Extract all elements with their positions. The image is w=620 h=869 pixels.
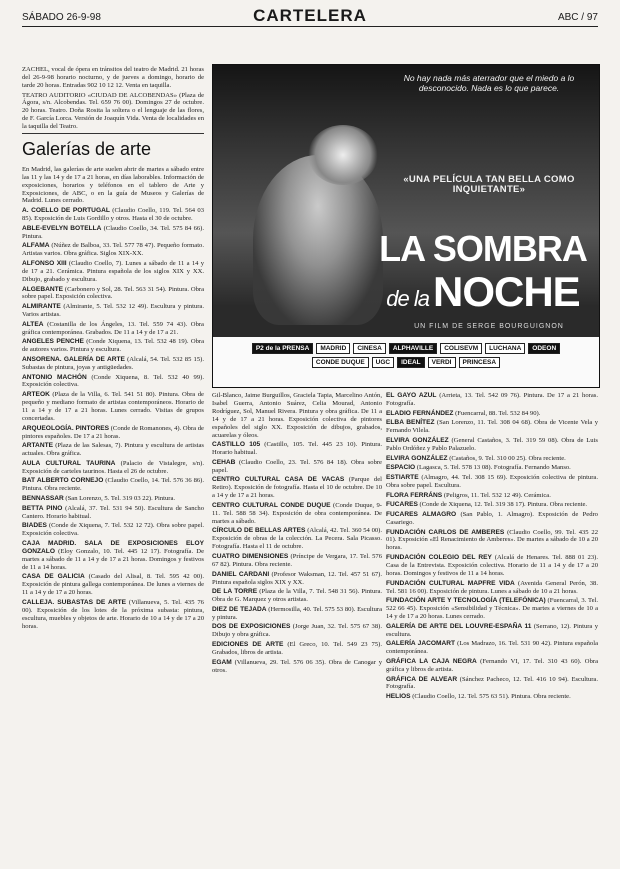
gallery-name: EGAM: [212, 658, 232, 666]
gallery-details: (Fuencarral, 88. Tel. 532 84 90).: [455, 409, 541, 417]
ad-title-line1: LA SOMBRA: [379, 228, 587, 269]
gallery-details: (Lagasca, 5. Tel. 578 13 08). Fotografía. Fernando Manso.: [416, 464, 571, 472]
gallery-details: (Plaza de la Villa, 6. Tel. 541 51 80). Pintura. Obra de pequeño y mediano formato de artistas contemporáneos. Horario de 11 a 14 y de 17 a 21 horas. Lunes cerrado. Visitas de grupos concertadas.: [22, 391, 204, 422]
gallery-details: (Carbonero y Sol, 28. Tel. 563 31 54). Pintura. Obra sobre papel. Exposición colectiva.: [22, 285, 204, 301]
gallery-listing: [22, 338, 204, 354]
gallery-details: (Villanueva, 29. Tel. 576 06 35). Obra de Canogar y otros.: [212, 658, 382, 674]
gallery-listing: [212, 659, 382, 675]
gallery-listing: [386, 464, 598, 472]
sponsor-logo: CONDE DUQUE: [312, 357, 369, 368]
gallery-name: GRÁFICA DE ALVEAR: [386, 675, 458, 683]
gallery-details: (Conde Xiquena, 13. Tel. 532 48 19). Obra de autores varios. Pintura y escultura.: [22, 338, 204, 354]
gallery-name: CASA DE GALICIA: [22, 573, 85, 581]
ad-title-de: de la: [386, 286, 430, 311]
ad-figure-image: [253, 155, 383, 325]
gallery-name: FUNDACIÓN ARTE Y TECNOLOGÍA (TELEFÓNICA): [386, 597, 546, 605]
ad-sponsor-logos: [229, 343, 583, 368]
gallery-name: ALFAMA: [22, 242, 50, 250]
gallery-details: (Plaza de las Salesas, 7). Pintura y escultura de artistas actuales. Obra gráfica.: [22, 442, 204, 458]
gallery-details: (Alcalá de Henares. Tel. 888 01 23). Casa de la Entrevista. Exposición colectiva. Horario de 11 a 14 y de 17 a 20 horas. Domingos y festivos de 11 a 14 horas.: [386, 554, 598, 577]
gallery-listing: [386, 492, 598, 500]
gallery-listing: [22, 207, 204, 223]
gallery-name: CUATRO DIMENSIONES: [212, 553, 289, 560]
gallery-details: (Alcalá, 54. Tel. 532 85 15). Subastas de pintura, joyas y antigüedades.: [22, 355, 204, 371]
ad-face-image: [308, 125, 378, 185]
gallery-listing: [22, 522, 204, 538]
gallery-name: A. COELLO DE PORTUGAL: [22, 207, 110, 215]
gallery-name: DIEZ DE TEJADA: [212, 605, 267, 613]
gallery-details: (Los Madrazo, 16. Tel. 531 90 42). Pintura española contemporánea.: [386, 640, 598, 656]
gallery-details: (Fernando VI, 17. Tel. 310 43 60). Obra gráfica y libros de artista.: [386, 657, 598, 673]
gallery-details: (Alcalá, 42. Tel. 360 54 00). Exposición de obras de la colección. La Pecera. Sala Picasso. Fotografía. Hasta el 11 de octubre.: [212, 527, 382, 551]
gallery-listing: [386, 529, 598, 553]
gallery-listing: [386, 676, 598, 692]
gallery-details: (Castillo, 105. Tel. 445 23 10). Pintura. Horario habitual.: [212, 441, 382, 457]
sponsor-logo: P2 de la PRENSA: [252, 343, 313, 354]
gallery-details: (Profesor Waksman, 12. Tel. 457 51 67). Pintura española siglos XIX y XX.: [212, 570, 382, 586]
gallery-listing: [386, 623, 598, 639]
listing-list: [386, 392, 598, 701]
gallery-name: ANTONIO MACHÓN: [22, 373, 87, 381]
gallery-details: (Claudio Coello, 119. Tel. 564 03 85). Exposición de Luis Gordillo y otros. Hasta el 30 de octubre.: [22, 207, 204, 223]
gallery-name: CENTRO CULTURAL CONDE DUQUE: [212, 501, 331, 509]
gallery-name: ELVIRA GONZÁLEZ: [386, 454, 448, 462]
gallery-details: (Villanueva, 5. Tel. 435 76 00). Exposición de los lotes de la próxima subasta: pintura, escultura, muebles y objetos de arte. Horario de 10 a 14 y de 17 a 20 horas.: [22, 598, 204, 630]
gallery-details: (Claudio Coello, 34. Tel. 575 84 66). Pintura.: [22, 224, 204, 240]
gallery-details: (Costanilla de los Ángeles, 13. Tel. 559 74 43). Obra gráfica contemporánea. Grabados. De 11 a 14 y de 17 a 21.: [22, 320, 204, 336]
sponsor-logo: CINESA: [353, 343, 386, 354]
gallery-details: (Conde de Xiquena, 12. Tel. 319 38 17). Pintura. Obra reciente.: [419, 501, 588, 509]
gallery-details: (Claudio Coello, 99. Tel. 435 22 01). Exposición «El Renacimiento de Amberes». De martes a sábado de 10 a 20 horas.: [386, 528, 598, 552]
gallery-details: (Serrano, 12). Pintura y escultura.: [386, 622, 598, 638]
gallery-name: FUNDACIÓN CARLOS DE AMBERES: [386, 528, 505, 536]
gallery-listing: [22, 495, 204, 503]
sponsor-logo: VERDI: [428, 357, 456, 368]
gallery-details: (Arrieta, 13. Tel. 542 09 76). Pintura. De 17 a 21 horas. Fotografía.: [386, 392, 598, 407]
gallery-listing: [22, 477, 204, 493]
gallery-listing: [22, 321, 204, 337]
gallery-listing: [22, 260, 204, 284]
film-advertisement: [212, 64, 600, 388]
gallery-details: (San Lorenzo, 11. Tel. 308 04 68). Obra de Vicente Vela y Fernando Vilela.: [386, 419, 598, 435]
gallery-details: (Palacio de Vistalegre, s/n). Exposición de carteles taurinos. Hasta el 26 de octubre.: [22, 459, 204, 475]
gallery-details: (Conde de Xiquena, 7. Tel. 532 12 72). Obra sobre papel. Exposición colectiva.: [22, 522, 204, 538]
gallery-details: (Alcalá, 37. Tel. 531 94 50). Escultura de Sancho Cantero. Horario habitual.: [22, 504, 204, 520]
ad-pitch: «UNA PELÍCULA TAN BELLA COMO INQUIETANTE»: [403, 174, 575, 195]
gallery-name: ARTEOK: [22, 391, 50, 399]
gallery-listing: [212, 502, 382, 526]
gallery-details: (San Pablo, 1. Almagro). Exposición de Pedro Casariego.: [386, 510, 598, 526]
gallery-name: ALFONSO XIII: [22, 260, 67, 267]
gallery-listing: [212, 553, 382, 569]
gallery-listing: [386, 419, 598, 435]
gallery-name: ESPACIO: [386, 464, 416, 472]
gallery-listing: [386, 580, 598, 596]
gallery-listing: [386, 474, 598, 490]
gallery-details: (Fuencarral, 3. Tel. 522 66 45). Exposición «Sensibilidad y Técnica». De martes a viernes de 10 a 14 y de 17 a 20 horas. Lunes cerrado.: [386, 597, 598, 621]
gallery-details: (Plaza de la Villa, 7. Tel. 548 31 56). Pintura. Obra de G. Marquez y otros artistas.: [212, 588, 382, 604]
sponsor-logo: IDEAL: [397, 357, 425, 368]
gallery-details: (Príncipe de Vergara, 17. Tel. 576 67 82). Pintura. Obra reciente.: [212, 553, 382, 568]
gallery-listing: [212, 606, 382, 622]
issue-date: SÁBADO 26-9-98: [22, 12, 101, 23]
sponsor-logo: COLISEVM: [440, 343, 482, 354]
gallery-details: Gil-Blanco, Jaime Burguillos, Graciela Tapia, Marcelino Antón, Isabel Guerra, Antonio Suárez, Celia Mourad, Antonio Rodríguez, Sol, Manuel Rivera. Pintura y obra gráfica. De 11 a 14 y de 17 a 21 horas. Exposición colectiva de pintores españoles del siglo XX. Exposición de dibujos, grabados, acuarelas y óleos.: [212, 392, 382, 439]
gallery-listing: [386, 511, 598, 527]
gallery-name: FUNDACIÓN COLEGIO DEL REY: [386, 554, 492, 562]
gallery-listing: [22, 442, 204, 458]
gallery-details: (San Lorenzo, 5. Tel. 319 03 22). Pintura.: [65, 495, 176, 503]
gallery-listing: [212, 641, 382, 657]
gallery-name: CEHAB: [212, 458, 236, 466]
gallery-listing: [386, 455, 598, 463]
gallery-listing: [386, 693, 598, 701]
gallery-name: DOS DE EXPOSICIONES: [212, 623, 291, 631]
gallery-listing: [212, 623, 382, 639]
divider: [22, 133, 204, 134]
gallery-name: ELBA BENÍTEZ: [386, 419, 435, 427]
gallery-listing: [22, 356, 204, 372]
gallery-name: ARQUEOLOGÍA. PINTORES: [22, 424, 110, 432]
sponsor-logo: ALPHAVILLE: [389, 343, 437, 354]
gallery-listing: [22, 303, 204, 319]
gallery-name: EDICIONES DE ARTE: [212, 641, 284, 649]
gallery-name: CÍRCULO DE BELLAS ARTES: [212, 527, 306, 535]
gallery-listing: [386, 437, 598, 453]
sponsor-logo: MADRID: [316, 343, 350, 354]
gallery-listing: [22, 505, 204, 521]
gallery-listing: [212, 527, 382, 551]
gallery-listing: [386, 501, 598, 509]
gallery-name: ALTEA: [22, 320, 44, 328]
gallery-name: ALGEBANTE: [22, 285, 64, 293]
column-middle: [212, 392, 382, 863]
gallery-details: (Eloy Gonzalo, 10. Tel. 445 12 17). Fotografía. De martes a sábado de 11 a 14 y de 17 a 21 horas. Domingos y festivos de 11 a 14 horas.: [22, 547, 204, 571]
gallery-name: DANIEL CARDANI: [212, 570, 270, 578]
gallery-details: (El Greco, 10. Tel. 549 23 75). Grabados, libros de artista.: [212, 641, 382, 656]
gallery-listing: [22, 374, 204, 390]
gallery-listing: [212, 392, 382, 439]
gallery-listing: [212, 571, 382, 587]
gallery-details: (Conde de Romanones, 4). Obra de pintores españoles. De 17 a 21 horas.: [22, 424, 204, 440]
gallery-name: ANGELES PENCHE: [22, 338, 84, 346]
gallery-listing: [22, 242, 204, 258]
gallery-details: (Almagro, 44. Tel. 308 15 69). Exposición colectiva de pintura. Obra sobre papel. Escultura.: [386, 473, 598, 489]
section-heading: Galerías de arte: [22, 138, 152, 159]
gallery-name: FUCARES: [386, 501, 418, 509]
gallery-listing: [386, 554, 598, 578]
gallery-name: GALERÍA DE ARTE DEL LOUVRE-ESPAÑA 11: [386, 622, 532, 630]
gallery-name: CENTRO CULTURAL CASA DE VACAS: [212, 476, 345, 484]
gallery-details: (Núñez de Balboa, 33. Tel. 577 78 47). Pequeño formato. Artistas varios. Obra gráfica. Siglos XIX-XX.: [22, 242, 204, 258]
ad-title-line2: [373, 268, 593, 320]
sponsor-logo: LUCHANA: [485, 343, 525, 354]
gallery-listing: [22, 460, 204, 476]
gallery-details: (Claudio Coello, 14. Tel. 576 36 86). Pintura. Obra reciente.: [22, 477, 204, 493]
gallery-name: CAJA MADRID. SALA DE EXPOSICIONES ELOY GONZALO: [22, 539, 204, 555]
gallery-name: BENNASSAR: [22, 495, 64, 503]
gallery-details: (Avenida General Perón, 38. Tel. 581 16 00). Exposición de pintura. Lunes a sábado de 10 a 21 horas.: [386, 579, 598, 595]
section-intro: En Madrid, las galerías de arte suelen abrir de martes a sábado entre las 11 y las 14 y de 17 a 21 horas, en días laborables. Información de exposiciones, horarios y teléfonos en el tablero de Arte y Exposiciones, de ABC, o en la guía de Museos y Galerías de Madrid. Lunes cerrado.: [22, 165, 204, 205]
gallery-listing: [212, 459, 382, 475]
intro-paragraph: ZACHEL, vocal de ópera en tránsitos del teatro de Madrid. 21 horas del 26-9-98 horario nocturno, y de jueves a domingo, horario de tarde 20 horas. Entradas 902 10 12 12. Venta en taquilla.: [22, 66, 204, 89]
column-right: [386, 392, 598, 863]
intro-paragraph: TEATRO AUDITORIO «CIUDAD DE ALCOBENDAS» (Plaza de Ágora, s/n. Alcobendas. Tel. 659 76 00). Domingos 27 de octubre. 20 horas. Teatro. Doña Rosita la soltera o el lenguaje de las flores, de F. García Lorca. Versión de Joaquín Vida. Venta de localidades en la taquilla del Teatro.: [22, 91, 204, 131]
gallery-details: (Conde Duque, 9-11. Tel. 588 58 34). Exposición de obra contemporánea. De martes a sábado.: [212, 501, 382, 525]
gallery-name: ANSORENA. GALERÍA DE ARTE: [22, 355, 125, 363]
gallery-details: (Almirante, 5. Tel. 532 12 49). Escultura y pintura. Varios artistas.: [22, 303, 204, 319]
ad-credit: UN FILM DE SERGE BOURGUIGNON: [414, 323, 564, 330]
gallery-details: (Peligros, 11. Tel. 532 12 49). Cerámica.: [443, 491, 551, 499]
gallery-name: ALMIRANTE: [22, 303, 61, 311]
sponsor-logo: ODEON: [528, 343, 560, 354]
gallery-details: (Claudio Coello, 12. Tel. 575 63 51). Pintura. Obra reciente.: [412, 693, 571, 701]
gallery-name: BIADES: [22, 522, 47, 530]
gallery-listing: [22, 225, 204, 241]
gallery-name: ARTANTE: [22, 442, 54, 450]
gallery-details: (Sánchez Pacheco, 12. Tel. 416 10 94). Escultura. Fotografía.: [386, 675, 598, 691]
gallery-name: FUCARES ALMAGRO: [386, 510, 457, 518]
gallery-name: BAT ALBERTO CORNEJO: [22, 477, 104, 485]
gallery-name: BETTA PINO: [22, 504, 63, 512]
gallery-name: GALERÍA JACOMART: [386, 640, 456, 648]
gallery-details: (Parque del Retiro). Exposición de fotografía. Hasta el 10 de octubre. De 10 a 14 y de 17 a 21 horas.: [212, 476, 382, 500]
listing-list: [212, 392, 382, 674]
gallery-name: ABLE-EVELYN BOTELLA: [22, 224, 102, 232]
gallery-details: (Castaños, 9. Tel. 310 00 25). Obra reciente.: [449, 454, 566, 462]
gallery-name: CASTILLO 105: [212, 441, 261, 449]
gallery-name: DE LA TORRE: [212, 588, 258, 596]
gallery-listing: [386, 640, 598, 656]
sponsor-logo: PRINCESA: [459, 357, 501, 368]
listing-list: [22, 207, 204, 630]
gallery-listing: [386, 410, 598, 418]
page-number: ABC / 97: [557, 12, 598, 23]
gallery-listing: [22, 286, 204, 302]
gallery-listing: [386, 597, 598, 621]
sponsor-logo: UGC: [372, 357, 394, 368]
column-left: [22, 66, 204, 863]
gallery-listing: [22, 573, 204, 597]
gallery-name: AULA CULTURAL TAURINA: [22, 459, 116, 467]
gallery-name: CALLEJA. SUBASTAS DE ARTE: [22, 598, 127, 606]
gallery-details: (General Castaños, 3. Tel. 319 59 08). Obra de Luis Pablo Ordóñez y Pablo Palazuelo.: [386, 436, 598, 452]
ad-tagline: No hay nada más aterrador que el miedo a lo desconocido. Nada es lo que parece.: [403, 73, 575, 93]
gallery-listing: [22, 540, 204, 572]
page-header: [22, 6, 598, 27]
gallery-listing: [22, 599, 204, 631]
gallery-details: (Claudio Coello, 23. Tel. 576 84 18). Obra sobre papel.: [212, 458, 382, 474]
gallery-listing: [212, 588, 382, 604]
gallery-name: FUNDACIÓN CULTURAL MAPFRE VIDA: [386, 579, 515, 587]
gallery-details: (Casado del Alisal, 8. Tel. 595 42 00). Exposición de pintura gallega contemporánea. De lunes a viernes de 11 a 14 y de 17 a 20 horas.: [22, 573, 204, 597]
gallery-name: HELIOS: [386, 693, 411, 701]
gallery-name: FLORA FERRÁNS: [386, 491, 443, 499]
gallery-listing: [386, 658, 598, 674]
ad-title-noche: NOCHE: [433, 268, 580, 315]
gallery-listing: [212, 441, 382, 457]
gallery-name: EL GAYO AZUL: [386, 392, 437, 399]
section-title: CARTELERA: [253, 6, 367, 25]
gallery-details: (Claudio Coello, 7). Lunes a sábado de 11 a 14 y de 17 a 21. Cerámica. Pintura española de los siglos XIX y XX. Dibujo, grabado y escultura.: [22, 260, 204, 283]
gallery-details: (Hermosilla, 40. Tel. 575 53 80). Escultura y pintura.: [212, 605, 382, 621]
gallery-listing: [386, 392, 598, 408]
gallery-details: (Conde Xiquena, 8. Tel. 532 40 99). Exposición colectiva.: [22, 373, 204, 389]
gallery-name: GRÁFICA LA CAJA NEGRA: [386, 657, 477, 665]
gallery-listing: [22, 425, 204, 441]
gallery-listing: [22, 391, 204, 423]
gallery-name: ELVIRA GONZÁLEZ: [386, 436, 449, 444]
gallery-name: ELADIO FERNÁNDEZ: [386, 409, 454, 417]
gallery-details: (Jorge Juan, 32. Tel. 575 67 38). Dibujo y obra gráfica.: [212, 623, 382, 639]
gallery-name: ESTIARTE: [386, 473, 419, 481]
gallery-listing: [212, 476, 382, 500]
